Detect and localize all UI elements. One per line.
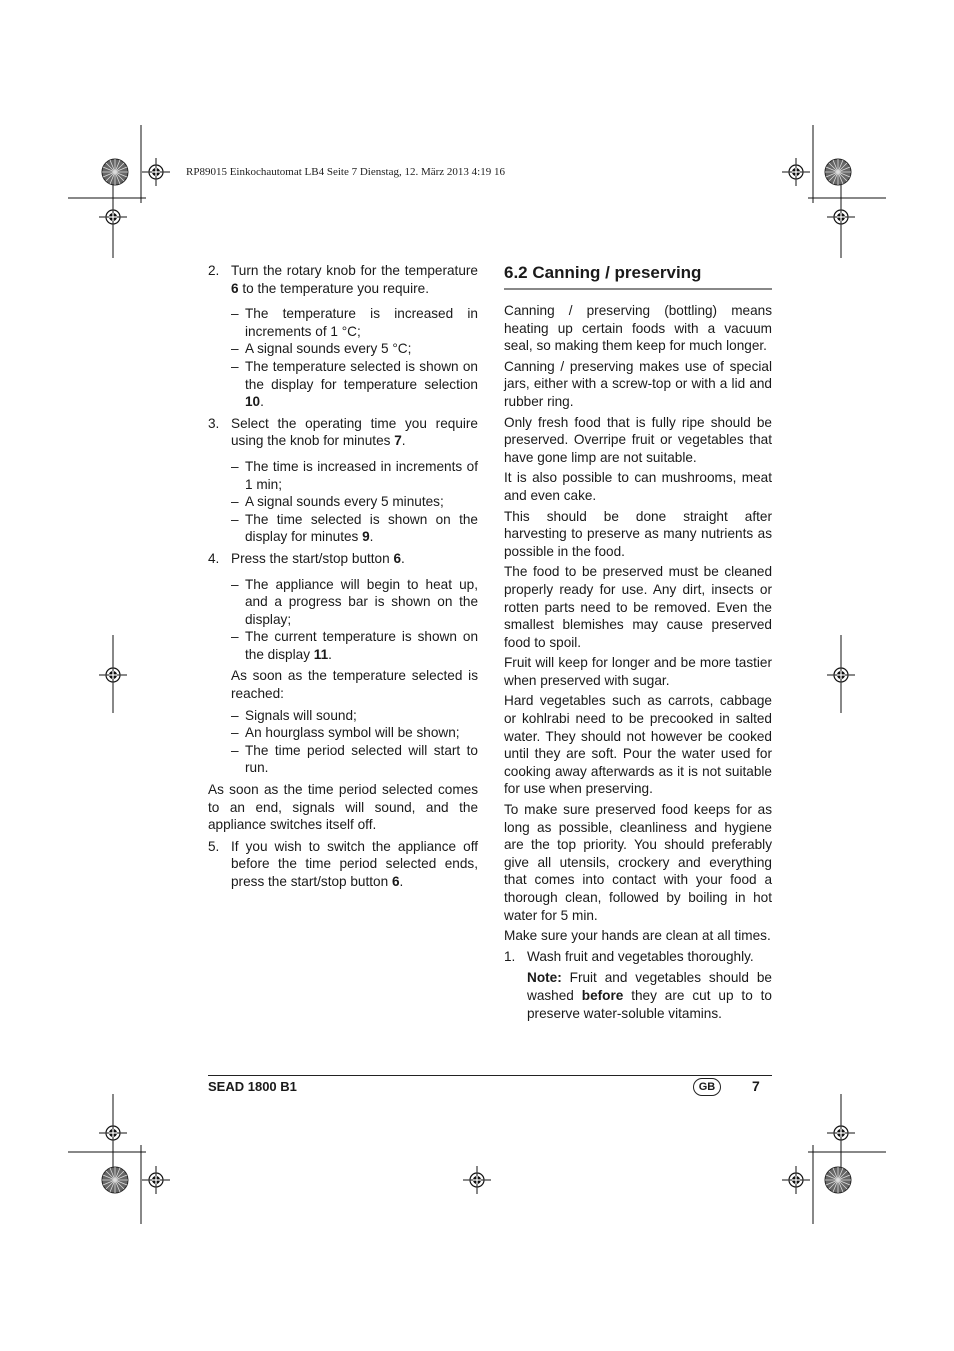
- note: [504, 969, 772, 1022]
- ref-number: 10: [245, 394, 261, 410]
- bullet-text: A signal sounds every 5 minutes;: [245, 494, 444, 510]
- punct: .: [260, 394, 264, 410]
- bullet-text: The appliance will begin to heat up, and a progress bar is shown on the display;: [245, 576, 478, 627]
- step-4: [208, 550, 478, 568]
- step-text: Wash fruit and vegetables thoroughly.: [527, 948, 754, 964]
- step-number: 3.: [208, 415, 220, 431]
- section-heading: 6.2 Canning / preserving: [504, 262, 772, 290]
- step-number: 2.: [208, 263, 220, 278]
- page-number: 7: [752, 1078, 760, 1094]
- after-paragraph: As soon as the time period selected comes to an end, signals will sound, and the appliance switches itself off.: [208, 782, 478, 833]
- paragraph: Fruit will keep for longer and be more tastier when preserved with sugar.: [504, 655, 772, 688]
- note-label: Note:: [527, 970, 562, 986]
- ref-number: 6: [393, 550, 402, 566]
- step-number: 4.: [208, 550, 220, 566]
- paragraph: It is also possible to can mushrooms, meat and even cake.: [504, 470, 772, 503]
- footer-rule: [208, 1075, 772, 1076]
- list-item: – A signal sounds every 5 minutes;: [231, 494, 444, 510]
- bullet-text: An hourglass symbol will be shown;: [245, 725, 460, 741]
- note-text: Fruit and vegetables should be washed: [527, 970, 772, 1003]
- reached-text: As soon as the temperature selected is reached:: [231, 668, 478, 702]
- paragraph: Canning / preserving makes use of special jars, either with a screw-top or with a lid and rubber ring.: [504, 358, 772, 409]
- step-text: If you wish to switch the appliance off before the time period selected ends, press the start/stop button: [231, 838, 478, 889]
- step-text: Turn the rotary knob for the temperature: [231, 263, 478, 278]
- ref-number: 9: [362, 529, 370, 545]
- bullet-text: The temperature is increased in increments of 1 °C;: [245, 306, 478, 339]
- ref-number: 6: [391, 874, 400, 889]
- paragraph: This should be done straight after harvesting to preserve as many nutrients as possible in the food.: [504, 508, 772, 559]
- list-item: – The appliance will begin to heat up, and a progress bar is shown on the display;: [231, 576, 478, 627]
- paragraph: Hard vegetables such as carrots, cabbage or kohlrabi need to be precooked in salted water. They should not however be cooked until they are soft. Pour the water used for cooking away afterwards as it is not suitable for use when preserving.: [504, 693, 772, 797]
- step-number: 5.: [208, 838, 220, 854]
- step-3: [208, 415, 478, 450]
- paragraph: The food to be preserved must be cleaned properly ready for use. Any dirt, insects or rotten parts need to be removed. Even the smallest blemishes may cause preserved food to spoil.: [504, 564, 772, 650]
- note-emphasis: before: [581, 987, 624, 1003]
- list-item: – The temperature selected is shown on the display for temperature selection 10.: [231, 358, 478, 410]
- ref-number: 6: [231, 280, 239, 296]
- paragraph: Canning / preserving (bottling) means heating up certain foods with a vacuum seal, so making them keep for much longer.: [504, 303, 772, 354]
- print-slug: RP89015 Einkochautomat LB4 Seite 7 Dienstag, 12. März 2013 4:19 16: [186, 166, 505, 178]
- step-text: .: [399, 874, 404, 889]
- bullet-text: The time selected is shown on the display for minutes: [245, 511, 478, 545]
- model-number: SEAD 1800 B1: [208, 1079, 297, 1094]
- paragraph: Only fresh food that is fully ripe should be preserved. Overripe fruit or vegetables that have gone limp are not suitable.: [504, 414, 772, 465]
- list-item: – The time period selected will start to run.: [231, 742, 478, 776]
- right-column: [504, 262, 772, 1025]
- bullet-text: The current temperature is shown on the display: [245, 629, 478, 662]
- punct: .: [369, 529, 374, 545]
- list-item: – The time is increased in increments of 1 min;: [231, 458, 478, 492]
- step-2: [208, 262, 478, 297]
- step-text: Select the operating time you require using the knob for minutes: [231, 415, 478, 449]
- ref-number: 7: [394, 433, 402, 449]
- bullet-text: The time period selected will start to run.: [245, 742, 478, 776]
- language-badge: GB: [693, 1078, 721, 1096]
- note-text: they are cut up to to preserve water-soluble vitamins.: [527, 987, 772, 1021]
- list-item: – An hourglass symbol will be shown;: [231, 725, 460, 741]
- step-text: to the temperature you require.: [238, 280, 429, 296]
- bullet-text: The time is increased in increments of 1 min;: [245, 458, 478, 492]
- step-1: [504, 948, 772, 966]
- ref-number: 11: [313, 646, 329, 662]
- punct: .: [328, 646, 332, 662]
- step-text: .: [401, 433, 406, 449]
- list-item: – The temperature is increased in increments of 1 °C;: [231, 306, 478, 339]
- list-item: – A signal sounds every 5 °C;: [231, 341, 412, 357]
- paragraph: Make sure your hands are clean at all times.: [504, 928, 771, 944]
- step-text: Press the start/stop button: [231, 550, 394, 566]
- bullet-text: Signals will sound;: [245, 707, 357, 723]
- list-item: – The current temperature is shown on the display 11.: [231, 629, 478, 662]
- bullet-text: A signal sounds every 5 °C;: [245, 341, 412, 357]
- step-number: 1.: [504, 948, 516, 964]
- bullet-text: The temperature selected is shown on the display for temperature selection: [245, 358, 478, 392]
- paragraph: To make sure preserved food keeps for as long as possible, cleanliness and hygiene are the top priority. You should preferably give all utensils, crockery and everything that comes into contact with your food a thorough clean, followed by boiling in hot water for 5 min.: [504, 802, 772, 923]
- step-text: .: [401, 550, 405, 566]
- left-column: [208, 262, 478, 895]
- list-item: – The time selected is shown on the display for minutes 9.: [231, 511, 478, 545]
- step-5: [208, 838, 478, 891]
- list-item: – Signals will sound;: [231, 707, 357, 723]
